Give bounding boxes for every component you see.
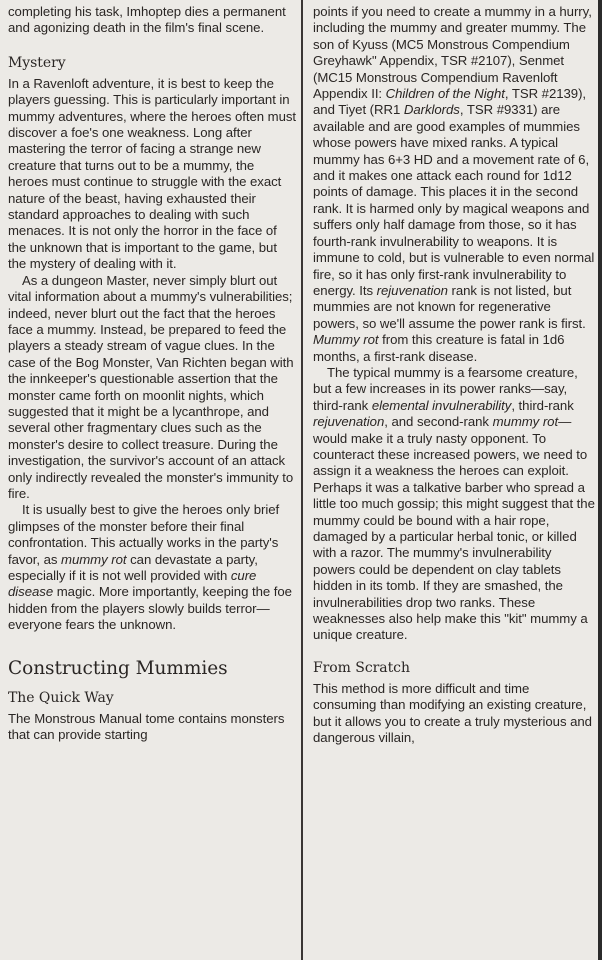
paragraph-quick-way-cont xyxy=(313,4,595,365)
text-run: points if you need to create a mummy in a hurry, including the mummy and greater mummy. The son of Kyuss (MC5 Monstrous Compendium Greyhawk" Appendix, TSR #2107), Senmet (MC15 Monstrous Compendium Ravenloft Appendix II: xyxy=(313,4,592,102)
italic-term: mummy rot xyxy=(61,551,127,567)
right-column xyxy=(313,4,595,746)
italic-title: Children of the Night xyxy=(385,86,505,102)
heading-quick-way: The Quick Way xyxy=(8,689,114,706)
paragraph-mystery-2: As a dungeon Master, never simply blurt out vital information about a mummy's vulnerabilities; indeed, never blurt out the fact that the heroes face a mummy. Instead, be prepared to feed the players a steady stream of vague clues. In the case of the Bog Monster, Van Richten began with the innkeeper's questionable assertion that the monster came forth on moonlit nights, which suggested that it might be a lycanthrope, and several other fragmentary clues such as the monster's desire to collect treasure. During the investigation, the survivor's account of an attack only indirectly revealed the monster's immunity to fire. xyxy=(8,272,294,501)
heading-mystery: Mystery xyxy=(8,54,66,71)
text-run: can devastate a party, especially if it is not well provided with xyxy=(8,551,258,583)
text-run: , TSR #2139), and Tiyet (RR1 xyxy=(313,86,587,118)
text-run: , and second-rank xyxy=(384,414,493,430)
paragraph-intro: completing his task, Imhoptep dies a permanent and agonizing death in the film's final scene. xyxy=(8,4,286,36)
italic-term: rejuvenation xyxy=(376,282,448,298)
text-run: from this creature is fatal in 1d6 months, a first-rank disease. xyxy=(313,332,565,364)
heading-from-scratch: From Scratch xyxy=(313,659,410,676)
paragraph-from-scratch: This method is more difficult and time consuming than modifying an existing creature, but it allows you to create a truly mysterious and dangerous villain, xyxy=(313,680,592,746)
italic-title: Darklords xyxy=(403,102,460,118)
column-divider xyxy=(301,0,303,960)
text-run: rank is not listed, but mummies are not known for regenerative powers, so we'll assume the power rank is first. xyxy=(313,282,586,331)
text-run: , third-rank xyxy=(511,397,574,413)
italic-term: rejuvenation xyxy=(313,414,385,430)
italic-term: Mummy rot xyxy=(313,332,379,348)
heading-constructing-mummies: Constructing Mummies xyxy=(8,657,228,679)
italic-term: elemental invulnerability xyxy=(371,397,512,413)
text-run: , TSR #9331) are available and are good examples of mummies whose powers have mixed ranks. A typical mummy has 6+3 HD and a movement rate of 6, and it makes one attack each round for 1d12 points of damage. This places it in the second rank. It is harmed only by magical weapons and suffers only half damage from those, so it has fourth-rank invulnerability to weapons. It is immune to cold, but is vulnerable to even normal fire, so it has only first-rank invulnerability to energy. Its xyxy=(313,102,595,298)
text-run: magic. More importantly, keeping the foe hidden from the players slowly builds terror—everyone fears the unknown. xyxy=(8,584,292,633)
italic-term: cure disease xyxy=(8,568,257,600)
left-column xyxy=(8,4,296,743)
text-run: It is usually best to give the heroes only brief glimpses of the monster before their final confrontation. This actually works in the party's favor, as xyxy=(8,502,280,567)
paragraph-quick-way: The Monstrous Manual tome contains monsters that can provide starting xyxy=(8,710,285,743)
text-run: — would make it a truly nasty opponent. To counteract these increased powers, we need to assign it a weakness the heroes can exploit. Perhaps it was a talkative barber who spread a little too much gossip; this might suggest that the mummy could be bound with a hair rope, damaged by a particular herbal tonic, or killed with a razor. The mummy's invulnerability powers could be dependent on clay tablets hidden in its tomb. If they are smashed, the invulnerabilities drop two ranks. These weaknesses also help make this "kit" mummy a unique creature. xyxy=(313,414,595,643)
paragraph-typical-mummy xyxy=(313,365,595,644)
text-run: The typical mummy is a fearsome creature, but a few increases in its power ranks—say, third-rank xyxy=(313,364,578,413)
italic-term: mummy rot xyxy=(492,414,559,430)
paragraph-mystery-1: In a Ravenloft adventure, it is best to keep the players guessing. This is particularly important in mummy adventures, where the heroes often must discover a foe's one weakness. Long after mastering the terror of facing a strange new creature that turns out to be a mummy, the heroes must continue to struggle with the exact nature of the beast, having exhausted their standard approaches to dealing with such menaces. It is not only the horror in the face of the unknown that is important to the game, but the mystery of dealing with it. xyxy=(8,75,297,272)
paragraph-mystery-3 xyxy=(8,502,296,633)
